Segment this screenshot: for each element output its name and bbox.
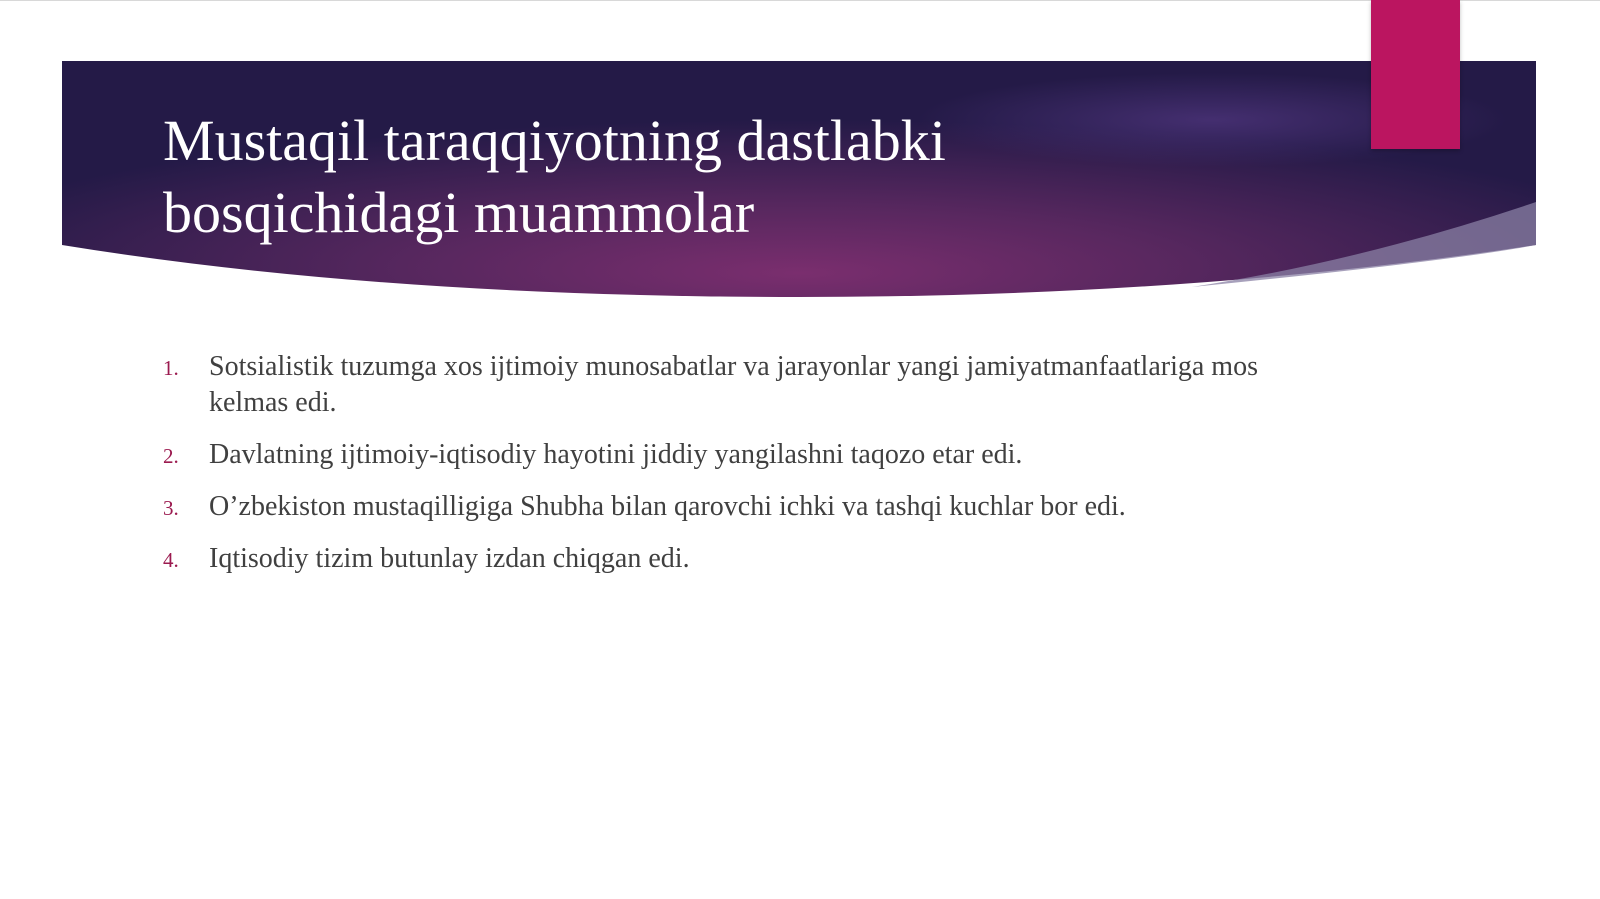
list-item xyxy=(163,489,1303,525)
slide-title-line-1: Mustaqil taraqqiyotning dastlabki xyxy=(163,108,946,173)
list-item xyxy=(163,437,1303,473)
list-item-text: Sotsialistik tuzumga xos ijtimoiy munosabatlar va jarayonlar yangi jamiyatmanfaatlariga mos kelmas edi. xyxy=(209,351,1258,418)
numbered-list xyxy=(163,349,1303,593)
list-item-text: Iqtisodiy tizim butunlay izdan chiqgan edi. xyxy=(209,543,690,574)
list-item-number: 2. xyxy=(163,444,179,468)
list-item-number: 4. xyxy=(163,548,179,572)
list-item-text: O’zbekiston mustaqilligiga Shubha bilan qarovchi ichki va tashqi kuchlar bor edi. xyxy=(209,491,1126,522)
top-border-line xyxy=(0,0,1600,1)
list-item-number: 1. xyxy=(163,356,179,380)
list-item xyxy=(163,349,1303,421)
accent-tab xyxy=(1371,0,1460,149)
list-item-number: 3. xyxy=(163,496,179,520)
slide-title xyxy=(163,105,1263,249)
slide-title-line-2: bosqichidagi muammolar xyxy=(163,180,755,245)
list-item xyxy=(163,541,1303,577)
list-item-text: Davlatning ijtimoiy-iqtisodiy hayotini jiddiy yangilashni taqozo etar edi. xyxy=(209,439,1023,470)
